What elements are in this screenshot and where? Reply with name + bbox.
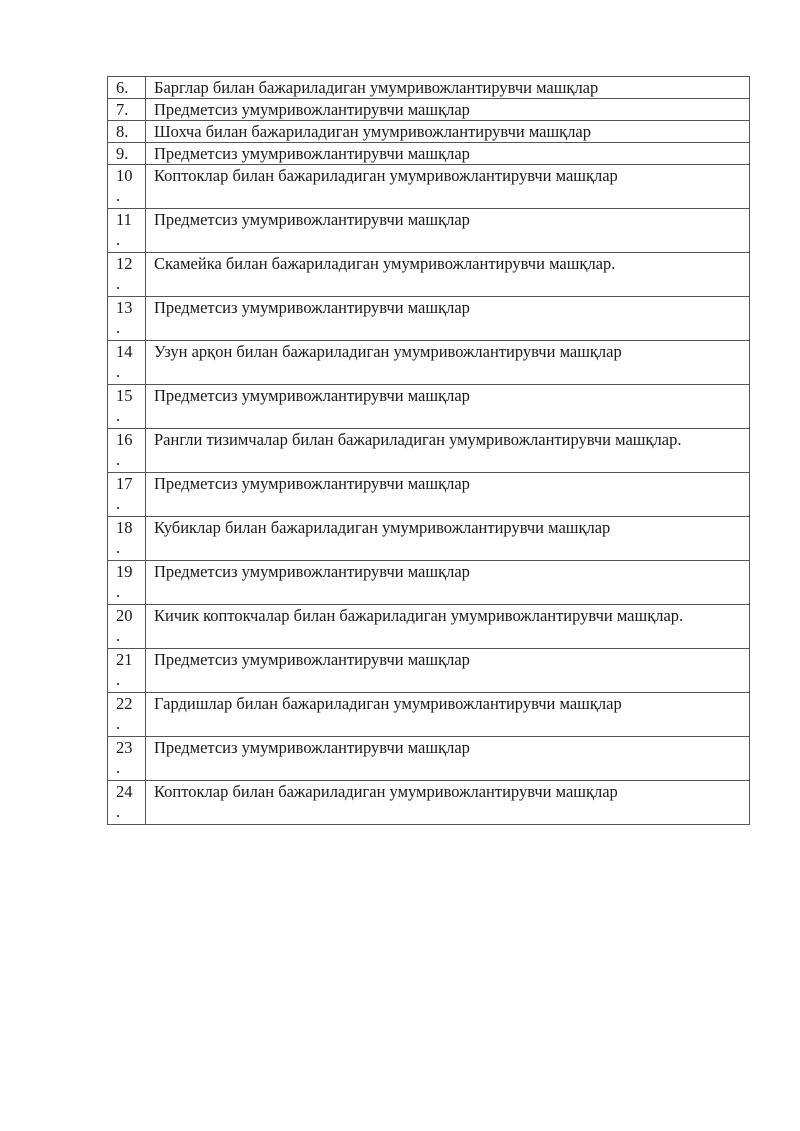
row-number-cell bbox=[108, 99, 146, 121]
exercise-title-cell bbox=[146, 165, 750, 209]
row-number: 17 bbox=[116, 474, 133, 493]
exercise-title-cell bbox=[146, 121, 750, 143]
row-number-dot: . bbox=[116, 670, 121, 689]
row-number-dot: . bbox=[116, 450, 121, 469]
row-number-cell bbox=[108, 253, 146, 297]
exercise-title: Рангли тизимчалар билан бажариладиган умумривожлантирувчи машқлар. bbox=[154, 430, 682, 449]
exercise-title: Кубиклар билан бажариладиган умумривожлантирувчи машқлар bbox=[154, 518, 611, 537]
row-number-dot: . bbox=[116, 406, 121, 425]
exercise-title: Барглар билан бажариладиган умумривожлантирувчи машқлар bbox=[154, 78, 599, 97]
row-number-cell bbox=[108, 693, 146, 737]
table-row bbox=[108, 341, 750, 385]
table-row bbox=[108, 253, 750, 297]
row-number-dot: . bbox=[116, 538, 121, 557]
exercise-title: Узун арқон билан бажариладиган умумривожлантирувчи машқлар bbox=[154, 342, 622, 361]
row-number-dot: . bbox=[116, 758, 121, 777]
exercise-title-cell bbox=[146, 649, 750, 693]
row-number-cell bbox=[108, 121, 146, 143]
row-number-cell bbox=[108, 385, 146, 429]
row-number: 7. bbox=[116, 100, 129, 119]
row-number-dot: . bbox=[116, 494, 121, 513]
table-row bbox=[108, 605, 750, 649]
exercise-table bbox=[107, 76, 750, 825]
row-number-dot: . bbox=[116, 626, 121, 645]
exercise-title-cell bbox=[146, 77, 750, 99]
table-row bbox=[108, 693, 750, 737]
row-number-cell bbox=[108, 737, 146, 781]
exercise-title: Скамейка билан бажариладиган умумривожлантирувчи машқлар. bbox=[154, 254, 616, 273]
row-number-cell bbox=[108, 209, 146, 253]
exercise-title: Гардишлар билан бажариладиган умумривожлантирувчи машқлар bbox=[154, 694, 622, 713]
exercise-title: Предметсиз умумривожлантирувчи машқлар bbox=[154, 738, 470, 757]
exercise-title-cell bbox=[146, 253, 750, 297]
exercise-title: Предметсиз умумривожлантирувчи машқлар bbox=[154, 650, 470, 669]
row-number-cell bbox=[108, 605, 146, 649]
row-number-cell bbox=[108, 165, 146, 209]
table-row bbox=[108, 165, 750, 209]
table-row bbox=[108, 385, 750, 429]
exercise-title-cell bbox=[146, 99, 750, 121]
table-row bbox=[108, 561, 750, 605]
row-number: 22 bbox=[116, 694, 133, 713]
table-row bbox=[108, 143, 750, 165]
row-number-dot: . bbox=[116, 318, 121, 337]
row-number-cell bbox=[108, 297, 146, 341]
row-number-cell bbox=[108, 517, 146, 561]
exercise-title: Кичик коптокчалар билан бажариладиган умумривожлантирувчи машқлар. bbox=[154, 606, 684, 625]
table-row bbox=[108, 473, 750, 517]
row-number: 20 bbox=[116, 606, 133, 625]
exercise-title: Предметсиз умумривожлантирувчи машқлар bbox=[154, 386, 470, 405]
row-number-cell bbox=[108, 473, 146, 517]
exercise-title: Предметсиз умумривожлантирувчи машқлар bbox=[154, 210, 470, 229]
row-number-cell bbox=[108, 429, 146, 473]
row-number-dot: . bbox=[116, 230, 121, 249]
exercise-title: Шохча билан бажариладиган умумривожлантирувчи машқлар bbox=[154, 122, 592, 141]
table-row bbox=[108, 737, 750, 781]
row-number: 14 bbox=[116, 342, 133, 361]
table-row bbox=[108, 429, 750, 473]
table-row bbox=[108, 517, 750, 561]
table-row bbox=[108, 781, 750, 825]
exercise-title-cell bbox=[146, 737, 750, 781]
exercise-title-cell bbox=[146, 143, 750, 165]
exercise-title: Коптоклар билан бажариладиган умумривожлантирувчи машқлар bbox=[154, 782, 618, 801]
exercise-title-cell bbox=[146, 209, 750, 253]
row-number: 21 bbox=[116, 650, 133, 669]
row-number: 12 bbox=[116, 254, 133, 273]
row-number-dot: . bbox=[116, 802, 121, 821]
row-number-dot: . bbox=[116, 186, 121, 205]
exercise-title: Предметсиз умумривожлантирувчи машқлар bbox=[154, 474, 470, 493]
row-number: 13 bbox=[116, 298, 133, 317]
exercise-title-cell bbox=[146, 605, 750, 649]
row-number: 9. bbox=[116, 144, 129, 163]
table-row bbox=[108, 77, 750, 99]
row-number-dot: . bbox=[116, 362, 121, 381]
exercise-title-cell bbox=[146, 385, 750, 429]
exercise-title-cell bbox=[146, 341, 750, 385]
row-number: 23 bbox=[116, 738, 133, 757]
row-number: 24 bbox=[116, 782, 133, 801]
exercise-table-body bbox=[108, 77, 750, 825]
table-row bbox=[108, 297, 750, 341]
exercise-title: Предметсиз умумривожлантирувчи машқлар bbox=[154, 100, 470, 119]
row-number: 8. bbox=[116, 122, 129, 141]
exercise-title-cell bbox=[146, 473, 750, 517]
row-number-cell bbox=[108, 143, 146, 165]
exercise-title: Предметсиз умумривожлантирувчи машқлар bbox=[154, 298, 470, 317]
row-number: 19 bbox=[116, 562, 133, 581]
row-number: 10 bbox=[116, 166, 133, 185]
exercise-title-cell bbox=[146, 297, 750, 341]
table-row bbox=[108, 121, 750, 143]
row-number: 16 bbox=[116, 430, 133, 449]
row-number-cell bbox=[108, 561, 146, 605]
row-number: 11 bbox=[116, 210, 132, 229]
exercise-title-cell bbox=[146, 781, 750, 825]
table-row bbox=[108, 649, 750, 693]
exercise-title: Коптоклар билан бажариладиган умумривожлантирувчи машқлар bbox=[154, 166, 618, 185]
row-number: 6. bbox=[116, 78, 129, 97]
table-row bbox=[108, 99, 750, 121]
exercise-title: Предметсиз умумривожлантирувчи машқлар bbox=[154, 144, 470, 163]
exercise-title: Предметсиз умумривожлантирувчи машқлар bbox=[154, 562, 470, 581]
row-number-dot: . bbox=[116, 274, 121, 293]
exercise-title-cell bbox=[146, 693, 750, 737]
exercise-title-cell bbox=[146, 429, 750, 473]
exercise-title-cell bbox=[146, 517, 750, 561]
row-number-cell bbox=[108, 77, 146, 99]
row-number-cell bbox=[108, 781, 146, 825]
row-number-cell bbox=[108, 649, 146, 693]
row-number-cell bbox=[108, 341, 146, 385]
row-number: 18 bbox=[116, 518, 133, 537]
row-number: 15 bbox=[116, 386, 133, 405]
row-number-dot: . bbox=[116, 582, 121, 601]
row-number-dot: . bbox=[116, 714, 121, 733]
table-row bbox=[108, 209, 750, 253]
exercise-title-cell bbox=[146, 561, 750, 605]
